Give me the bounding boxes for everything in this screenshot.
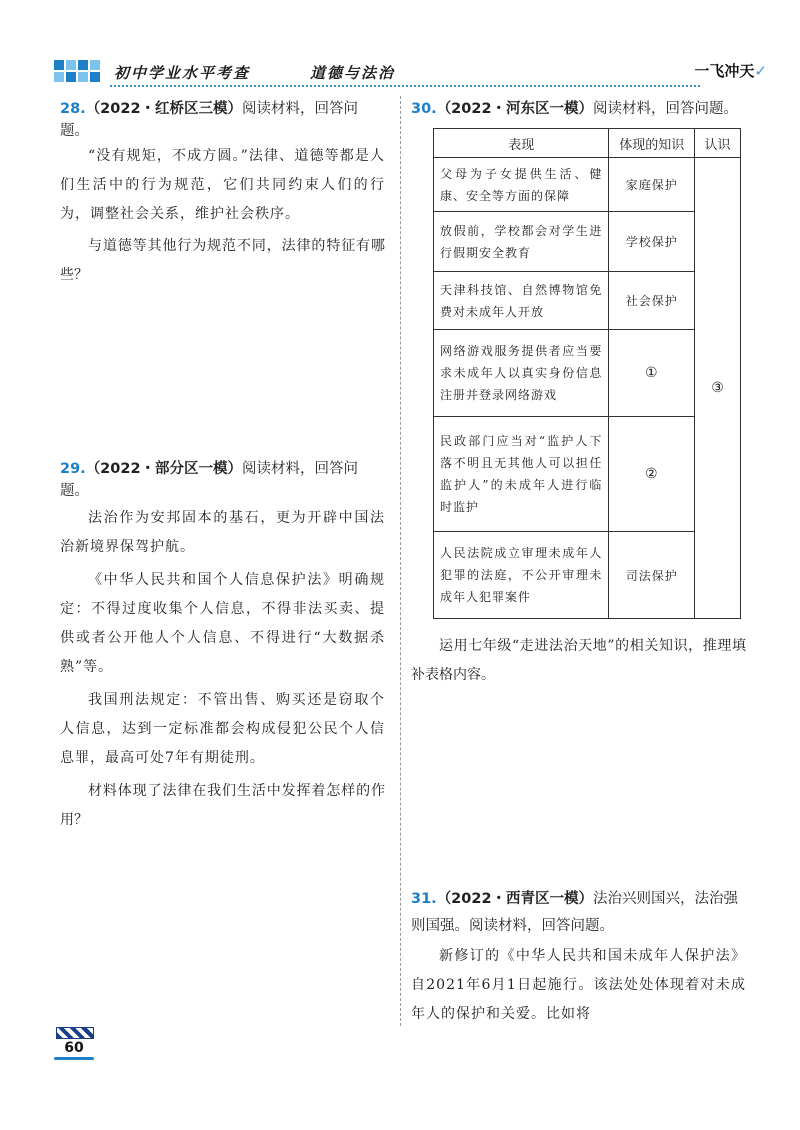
question-28-question: 与道德等其他行为规范不同，法律的特征有哪些？ [60,238,385,283]
question-29-material-1: 法治作为安邦固本的基石，更为开辟中国法治新境界保驾护航。 [60,510,385,555]
question-28-material: “没有规矩，不成方圆。”法律、道德等都是人们生活中的行为规范，它们共同约束人们的行为，调整社会关系，维护社会秩序。 [60,148,385,222]
table-cell-knowledge: ① [609,330,695,417]
question-28-heading [60,98,385,142]
question-source: （2022・部分区一模） [85,461,243,477]
question-29-heading [60,458,385,502]
table-cell-desc: 民政部门应当对“监护人下落不明且无其他人可以担任监护人”的未成年人进行临时监护 [434,417,609,532]
question-prompt: 阅读材料，回答问题。 [60,461,359,499]
table-row [434,272,741,330]
table-cell-knowledge: 学校保护 [609,212,695,272]
question-number: 31. [411,891,437,907]
badge-base [54,1057,94,1060]
question-source: （2022・红桥区三模） [85,101,243,117]
page-number-badge [52,1027,96,1061]
question-30 [411,98,746,120]
column-divider [400,96,401,1026]
brand-text: 一飞冲天 [694,62,755,80]
question-29 [60,458,385,835]
question-30-table [433,128,741,619]
table-cell-insight: ③ [695,158,741,619]
table-cell-knowledge: 社会保护 [609,272,695,330]
table-header-cell: 认识 [695,129,741,158]
question-31-heading [411,886,746,940]
question-30-heading [411,98,746,120]
question-number: 30. [411,101,437,117]
table-header-row [434,129,741,158]
table-cell-desc: 人民法院成立审理未成年人犯罪的法庭，不公开审理未成年人犯罪案件 [434,532,609,619]
question-31 [411,886,746,1029]
question-29-material-3: 我国刑法规定：不管出售、购买还是窃取个人信息，达到一定标准都会构成侵犯公民个人信息罪，最高可处7年有期徒刑。 [60,692,385,766]
question-prompt: 法治兴则国兴，法治强则国强。阅读材料，回答问题。 [411,891,739,934]
table-cell-knowledge: 司法保护 [609,532,695,619]
table-cell-desc: 父母为子女提供生活、健康、安全等方面的保障 [434,158,609,212]
question-prompt: 阅读材料，回答问题。 [60,101,359,139]
header-subject: 道德与法治 [310,64,396,82]
question-source: （2022・河东区一模） [436,101,594,117]
question-29-question: 材料体现了法律在我们生活中发挥着怎样的作用？ [60,783,385,828]
table-row [434,158,741,212]
table-cell-desc: 网络游戏服务提供者应当要求未成年人以真实身份信息注册并登录网络游戏 [434,330,609,417]
question-prompt: 阅读材料，回答问题。 [593,101,739,117]
header-title: 初中学业水平考查 [114,64,251,82]
logo-grid-icon [52,58,104,86]
table-cell-knowledge: 家庭保护 [609,158,695,212]
table-row [434,330,741,417]
table-cell-knowledge: ② [609,417,695,532]
table-cell-desc: 放假前，学校都会对学生进行假期安全教育 [434,212,609,272]
barrier-icon [56,1027,94,1039]
table-row [434,212,741,272]
table-row [434,417,741,532]
question-number: 28. [60,101,86,117]
table-row [434,532,741,619]
brand-logo [694,60,767,81]
table-cell-desc: 天津科技馆、自然博物馆免费对未成年人开放 [434,272,609,330]
question-30-instruction-block [411,632,746,690]
question-31-material: 新修订的《中华人民共和国未成年人保护法》自2021年6月1日起施行。该法处处体现着对未成年人的保护和关爱。比如将 [411,948,746,1022]
page-number: 60 [64,1040,84,1056]
question-28 [60,98,385,290]
question-29-material-2: 《中华人民共和国个人信息保护法》明确规定：不得过度收集个人信息，不得非法买卖、提供或者公开他人个人信息、不得进行“大数据杀熟”等。 [60,572,385,675]
table-header-cell: 表现 [434,129,609,158]
header-rule [110,85,700,87]
question-30-instruction: 运用七年级“走进法治天地”的相关知识，推理填补表格内容。 [411,638,746,683]
table-header-cell: 体现的知识 [609,129,695,158]
question-source: （2022・西青区一模） [436,891,594,907]
page-header [52,58,767,88]
question-number: 29. [60,461,86,477]
brand-check-icon: ✓ [754,62,767,80]
